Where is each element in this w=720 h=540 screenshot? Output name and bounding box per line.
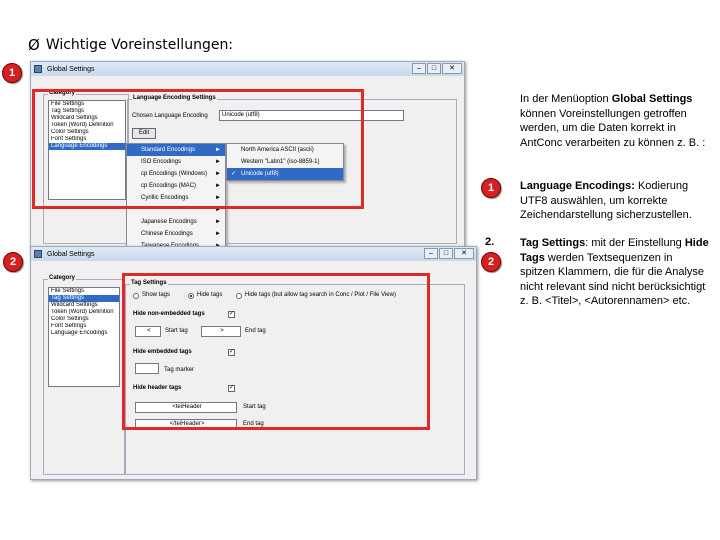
category-item-tag-settings[interactable]: Tag Settings (51, 108, 85, 114)
radio-hide-tags-label: Hide tags (197, 292, 223, 298)
submenu-arrow-icon: ► (215, 219, 221, 225)
menu-item-cp-mac[interactable]: cp Encodings (MAC) ► (127, 180, 225, 192)
submenu-arrow-icon: ► (215, 171, 221, 177)
category-item-wildcard-settings[interactable]: Wildcard Settings (51, 302, 98, 308)
category-item-file-settings[interactable]: File Settings (51, 101, 85, 107)
highlight-box-tag-settings (122, 273, 430, 430)
category-item-language-encodings[interactable]: Language Encodings (51, 330, 108, 336)
submenu-item-ascii[interactable]: North America ASCII (ascii) (241, 147, 314, 153)
submenu-arrow-icon: ► (215, 207, 221, 213)
badge-two-right: 2 (481, 252, 501, 272)
highlight-box-language-encodings (32, 89, 364, 209)
category-item-color-settings[interactable]: Color Settings (51, 129, 89, 135)
chosen-encoding-label: Chosen Language Encoding (132, 113, 208, 119)
category-item-tag-settings[interactable]: Tag Settings (49, 295, 119, 302)
window-titlebar (31, 247, 476, 261)
radio-show-tags-label: Show tags (142, 292, 171, 298)
start-tag-label: Start tag (165, 328, 188, 334)
submenu-item-utf8[interactable]: ✓ Unicode (utf8) (227, 168, 343, 180)
menu-item-chinese[interactable]: Chinese Encodings ► (127, 228, 225, 240)
submenu-arrow-icon: ► (215, 183, 221, 189)
header-end-tag-label: End tag (243, 421, 264, 427)
category-item-color-settings[interactable]: Color Settings (51, 316, 89, 322)
hide-header-checkbox[interactable]: ✓ (229, 385, 235, 391)
slide-heading (28, 36, 233, 54)
radio-hide-tags-allow-search-label: Hide tags (but allow tag search in Conc / Plot / File View) (245, 292, 396, 298)
check-icon: ✓ (231, 171, 237, 177)
hide-embedded-checkbox[interactable]: ✓ (229, 349, 235, 355)
menu-item-japanese[interactable]: Japanese Encodings ► (127, 216, 225, 228)
hide-embedded-label: Hide embedded tags (133, 349, 192, 355)
category-item-token-definition[interactable]: Token (Word) Definition (51, 309, 114, 315)
chosen-encoding-field[interactable]: Unicode (utf8) (219, 110, 404, 121)
app-icon (34, 250, 42, 258)
submenu-arrow-icon: ► (215, 147, 221, 153)
menu-item-cyrillic[interactable]: Cyrillic Encodings ► (127, 192, 225, 204)
header-start-tag-label: Start tag (243, 404, 266, 410)
category-item-font-settings[interactable]: Font Settings (51, 136, 87, 142)
edit-button[interactable]: Edit (132, 128, 156, 139)
minimize-button[interactable]: – (424, 248, 438, 259)
category-item-file-settings[interactable]: File Settings (51, 288, 85, 294)
header-end-tag-field[interactable]: </teiHeader> (135, 419, 237, 430)
submenu-arrow-icon: ► (215, 159, 221, 165)
close-button[interactable]: ✕ (442, 63, 462, 74)
close-button[interactable]: ✕ (454, 248, 474, 259)
menu-item-cp-windows[interactable]: cp Encodings (Windows) ► (127, 168, 225, 180)
category-item-wildcard-settings[interactable]: Wildcard Settings (51, 115, 98, 121)
intro-paragraph: In der Menüoption Global Settings können Voreinstellungen getroffen werden, um die Daten korrekt in AntConc verarbeiten zu können z. B. : (520, 93, 706, 149)
heading-text: Wichtige Voreinstellungen: (45, 37, 234, 53)
hide-header-label: Hide header tags (133, 385, 182, 391)
category-item-language-encodings[interactable]: Language Encodings (49, 143, 125, 150)
category-label: Category (49, 275, 76, 281)
category-list[interactable] (48, 287, 120, 387)
app-icon (34, 65, 42, 73)
menu-item-standard-encodings[interactable]: Standard Encodings ► (127, 144, 225, 156)
hide-non-embedded-checkbox[interactable]: ✓ (229, 311, 235, 317)
window-title: Global Settings (47, 250, 95, 258)
tag-settings-group-label: Tag Settings (131, 280, 167, 286)
maximize-button[interactable]: □ (439, 248, 453, 259)
category-item-token-definition[interactable]: Token (Word) Definition (51, 122, 114, 128)
badge-one-right: 1 (481, 178, 501, 198)
submenu-arrow-icon: ► (215, 195, 221, 201)
badge-one: 1 (2, 63, 22, 83)
badge-two: 2 (3, 252, 23, 272)
window-title: Global Settings (47, 65, 95, 73)
end-tag-field[interactable]: > (201, 326, 241, 337)
tag-marker-label: Tag marker (164, 367, 195, 373)
hide-non-embedded-label: Hide non-embedded tags (133, 311, 205, 317)
window-titlebar (31, 62, 464, 76)
maximize-button[interactable]: □ (427, 63, 441, 74)
submenu-item-latin1[interactable]: Western "Latin1" (iso-8859-1) (241, 159, 320, 165)
category-item-font-settings[interactable]: Font Settings (51, 323, 87, 329)
language-encodings-paragraph: Language Encodings: Kodierung UTF8 auswählen, um korrekte Zeichendarstellung sicherzustellen. (520, 180, 692, 221)
header-start-tag-field[interactable]: <teiHeader (135, 402, 237, 413)
language-encoding-group-label: Language Encoding Settings (133, 95, 216, 101)
start-tag-field[interactable]: < (135, 326, 161, 337)
minimize-button[interactable]: – (412, 63, 426, 74)
item-number-two: 2. (485, 236, 495, 248)
bullet-arrow-icon: Ø (28, 36, 40, 54)
menu-item-iso-encodings[interactable]: ISO Encodings ► (127, 156, 225, 168)
category-label: Category (49, 90, 76, 96)
end-tag-label: End tag (245, 328, 266, 334)
submenu-arrow-icon: ► (215, 231, 221, 237)
tag-settings-paragraph: Tag Settings: mit der Einstellung Hide Tags werden Textsequenzen in spitzen Klammern, die für die Analyse nicht relevant sind nicht berücksichtigt z. B. <Titel>, <Autorennamen> etc. (520, 237, 709, 307)
